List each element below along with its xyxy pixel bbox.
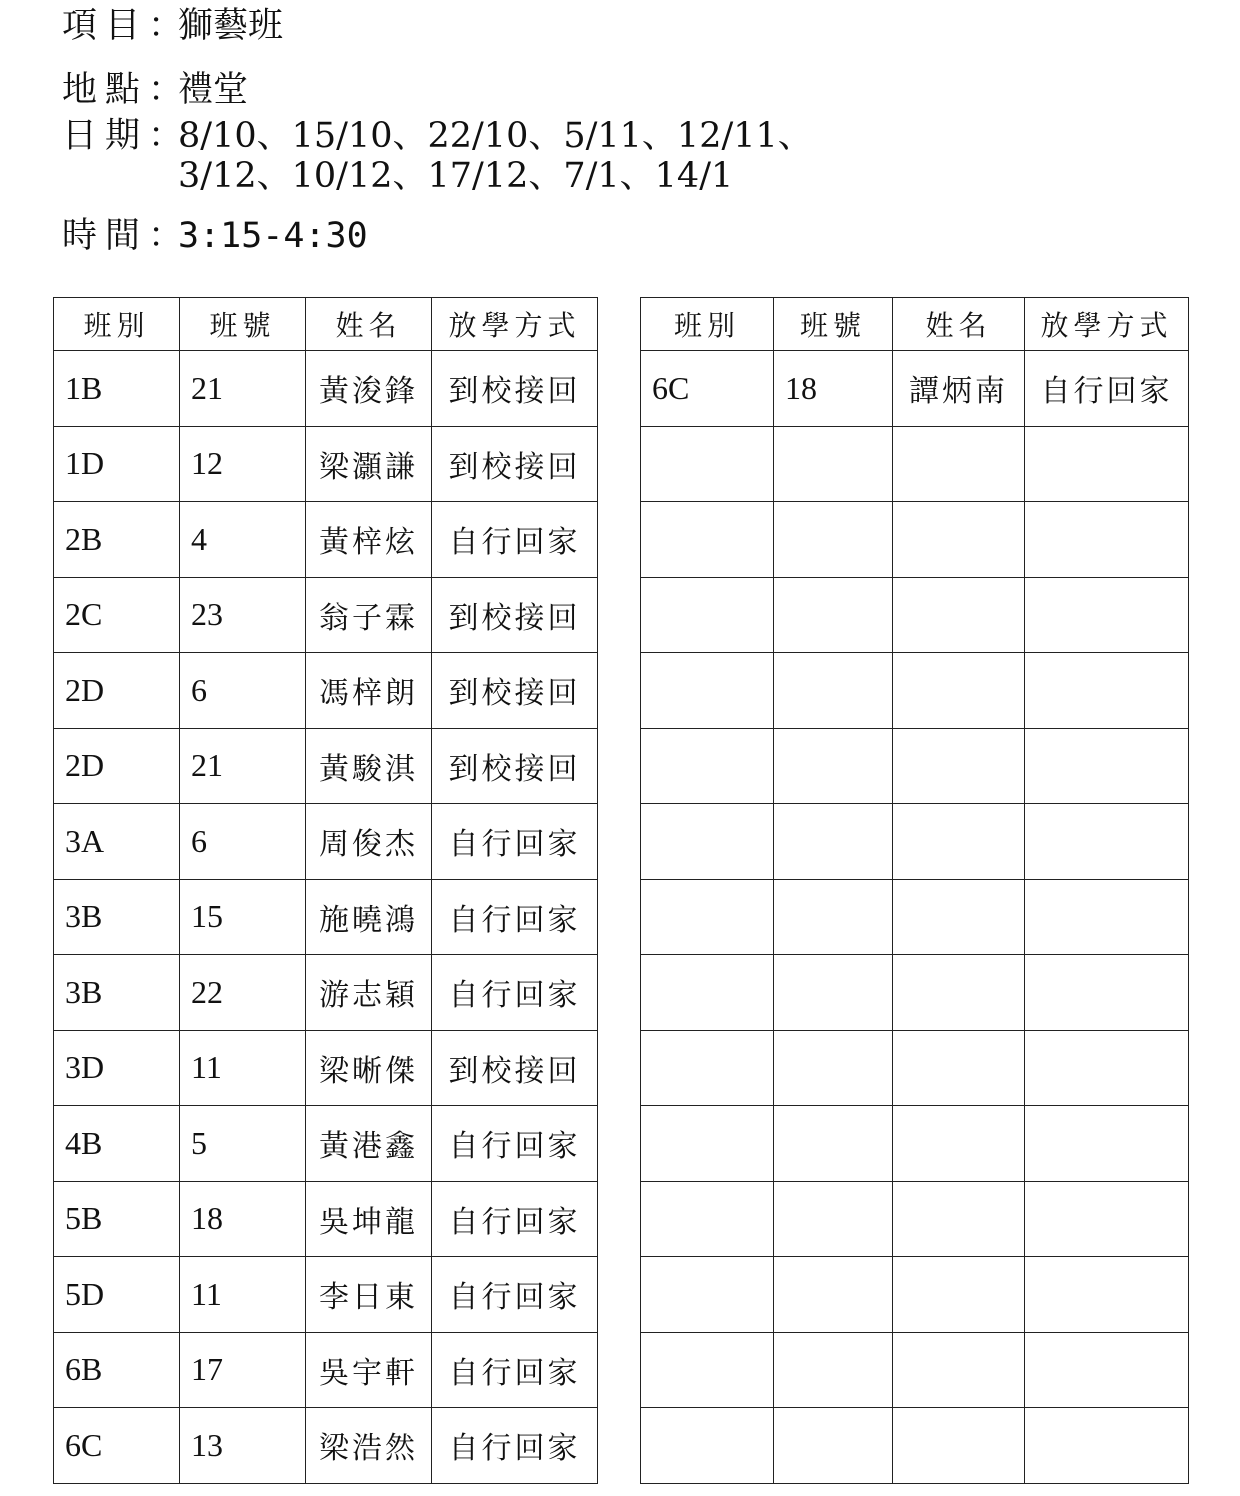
time-line xyxy=(62,216,368,256)
project-value: 獅藝班 xyxy=(178,6,284,46)
cell-class-number xyxy=(774,653,893,729)
cell-name xyxy=(893,1106,1025,1182)
table-row xyxy=(641,351,1189,427)
cell-class xyxy=(641,653,774,729)
cell-name: 黃梓炫 xyxy=(306,502,432,578)
cell-dismissal-method: 到校接回 xyxy=(432,1030,598,1106)
cell-class xyxy=(641,728,774,804)
cell-class-number: 11 xyxy=(180,1030,306,1106)
cell-class xyxy=(641,1030,774,1106)
cell-name xyxy=(893,1332,1025,1408)
cell-class-number xyxy=(774,1332,893,1408)
table-row xyxy=(54,1257,598,1333)
cell-class xyxy=(641,1181,774,1257)
cell-name xyxy=(893,804,1025,880)
cell-class-number xyxy=(774,1257,893,1333)
cell-class-number xyxy=(774,728,893,804)
table-row xyxy=(54,502,598,578)
table-row xyxy=(641,955,1189,1031)
cell-dismissal-method: 自行回家 xyxy=(432,1257,598,1333)
cell-class-number: 17 xyxy=(180,1332,306,1408)
cell-class: 6C xyxy=(54,1408,180,1484)
cell-class-number xyxy=(774,1106,893,1182)
cell-dismissal-method: 到校接回 xyxy=(432,728,598,804)
cell-name: 黃港鑫 xyxy=(306,1106,432,1182)
cell-name: 梁晰傑 xyxy=(306,1030,432,1106)
header-dismissal-method: 放學方式 xyxy=(432,298,598,351)
table-header-row xyxy=(54,298,598,351)
cell-class: 4B xyxy=(54,1106,180,1182)
cell-dismissal-method xyxy=(1025,577,1189,653)
cell-class xyxy=(641,577,774,653)
cell-dismissal-method xyxy=(1025,426,1189,502)
cell-dismissal-method xyxy=(1025,1106,1189,1182)
cell-class-number: 5 xyxy=(180,1106,306,1182)
table-row xyxy=(641,653,1189,729)
dates-line-2: 3/12、10/12、17/12、7/1、14/1 xyxy=(178,156,734,196)
cell-class-number xyxy=(774,1030,893,1106)
table-row xyxy=(641,577,1189,653)
cell-class xyxy=(641,879,774,955)
table-row xyxy=(54,728,598,804)
student-table-left xyxy=(53,297,598,1484)
table-row xyxy=(54,426,598,502)
student-table-right xyxy=(640,297,1189,1484)
header-name: 姓名 xyxy=(306,298,432,351)
cell-name xyxy=(893,955,1025,1031)
cell-class-number: 18 xyxy=(774,351,893,427)
cell-class xyxy=(641,1106,774,1182)
cell-name xyxy=(893,879,1025,955)
cell-class xyxy=(641,1408,774,1484)
table-row xyxy=(54,804,598,880)
dates-line-1: 8/10、15/10、22/10、5/11、12/11、 xyxy=(178,116,813,156)
cell-class: 1D xyxy=(54,426,180,502)
header-class-number: 班號 xyxy=(774,298,893,351)
cell-class xyxy=(641,426,774,502)
table-row xyxy=(54,351,598,427)
cell-class xyxy=(641,804,774,880)
cell-dismissal-method xyxy=(1025,653,1189,729)
table-row xyxy=(641,1332,1189,1408)
cell-class: 3B xyxy=(54,879,180,955)
cell-dismissal-method: 自行回家 xyxy=(1025,351,1189,427)
cell-class-number: 13 xyxy=(180,1408,306,1484)
cell-class-number xyxy=(774,1408,893,1484)
cell-dismissal-method: 自行回家 xyxy=(432,1332,598,1408)
cell-dismissal-method: 自行回家 xyxy=(432,1181,598,1257)
cell-name xyxy=(893,728,1025,804)
cell-dismissal-method: 自行回家 xyxy=(432,879,598,955)
cell-class-number: 18 xyxy=(180,1181,306,1257)
cell-dismissal-method: 到校接回 xyxy=(432,653,598,729)
cell-class-number: 4 xyxy=(180,502,306,578)
cell-name xyxy=(893,1257,1025,1333)
time-label: 時間 xyxy=(62,216,149,256)
dates-line xyxy=(62,116,813,196)
cell-name: 吳坤龍 xyxy=(306,1181,432,1257)
cell-name xyxy=(893,653,1025,729)
cell-dismissal-method: 自行回家 xyxy=(432,502,598,578)
cell-name xyxy=(893,1030,1025,1106)
cell-class: 3D xyxy=(54,1030,180,1106)
cell-class: 2B xyxy=(54,502,180,578)
table-row xyxy=(641,728,1189,804)
cell-name xyxy=(893,502,1025,578)
cell-dismissal-method: 到校接回 xyxy=(432,577,598,653)
location-label: 地點 xyxy=(62,70,149,110)
cell-class-number xyxy=(774,804,893,880)
table-row xyxy=(54,955,598,1031)
cell-class: 1B xyxy=(54,351,180,427)
cell-name: 施曉鴻 xyxy=(306,879,432,955)
table-row xyxy=(641,1106,1189,1182)
cell-name xyxy=(893,426,1025,502)
cell-dismissal-method xyxy=(1025,1408,1189,1484)
cell-name: 周俊杰 xyxy=(306,804,432,880)
table-row xyxy=(641,879,1189,955)
table-row xyxy=(54,1408,598,1484)
cell-dismissal-method xyxy=(1025,804,1189,880)
cell-dismissal-method xyxy=(1025,1332,1189,1408)
location-value: 禮堂 xyxy=(178,70,249,110)
cell-dismissal-method xyxy=(1025,879,1189,955)
table-row xyxy=(54,1030,598,1106)
cell-dismissal-method: 到校接回 xyxy=(432,351,598,427)
cell-dismissal-method xyxy=(1025,955,1189,1031)
cell-name: 黃浚鋒 xyxy=(306,351,432,427)
location-line xyxy=(62,70,248,110)
cell-name: 梁浩然 xyxy=(306,1408,432,1484)
colon: ： xyxy=(148,216,184,256)
cell-class-number: 22 xyxy=(180,955,306,1031)
colon: ： xyxy=(148,116,184,156)
dates-value xyxy=(178,116,813,196)
table-row xyxy=(54,577,598,653)
cell-class: 3A xyxy=(54,804,180,880)
cell-name: 黃駿淇 xyxy=(306,728,432,804)
table-header-row xyxy=(641,298,1189,351)
cell-class: 6C xyxy=(641,351,774,427)
cell-class: 2C xyxy=(54,577,180,653)
cell-name: 梁灝謙 xyxy=(306,426,432,502)
cell-class-number xyxy=(774,502,893,578)
dates-label: 日期 xyxy=(62,116,149,156)
cell-class: 3B xyxy=(54,955,180,1031)
cell-name: 馮梓朗 xyxy=(306,653,432,729)
table-row xyxy=(641,426,1189,502)
cell-name: 譚炳南 xyxy=(893,351,1025,427)
table-row xyxy=(54,1332,598,1408)
cell-class-number: 21 xyxy=(180,728,306,804)
cell-class xyxy=(641,1332,774,1408)
colon: ： xyxy=(148,70,184,110)
cell-name: 游志穎 xyxy=(306,955,432,1031)
cell-class: 5D xyxy=(54,1257,180,1333)
cell-class-number: 21 xyxy=(180,351,306,427)
header-class: 班別 xyxy=(641,298,774,351)
table-row xyxy=(54,1181,598,1257)
cell-class-number xyxy=(774,577,893,653)
cell-class-number xyxy=(774,879,893,955)
cell-class: 2D xyxy=(54,728,180,804)
cell-dismissal-method: 自行回家 xyxy=(432,1106,598,1182)
cell-class-number: 6 xyxy=(180,653,306,729)
cell-dismissal-method: 自行回家 xyxy=(432,1408,598,1484)
cell-class-number xyxy=(774,426,893,502)
project-line xyxy=(62,6,283,46)
cell-dismissal-method xyxy=(1025,1181,1189,1257)
cell-name: 李日東 xyxy=(306,1257,432,1333)
cell-class-number: 12 xyxy=(180,426,306,502)
cell-dismissal-method: 自行回家 xyxy=(432,955,598,1031)
colon: ： xyxy=(148,6,184,46)
cell-name xyxy=(893,577,1025,653)
cell-dismissal-method: 到校接回 xyxy=(432,426,598,502)
cell-class-number: 23 xyxy=(180,577,306,653)
cell-dismissal-method xyxy=(1025,502,1189,578)
cell-name: 翁子霖 xyxy=(306,577,432,653)
cell-name xyxy=(893,1408,1025,1484)
table-row xyxy=(54,653,598,729)
table-row xyxy=(641,804,1189,880)
cell-name xyxy=(893,1181,1025,1257)
cell-class-number xyxy=(774,1181,893,1257)
header-dismissal-method: 放學方式 xyxy=(1025,298,1189,351)
cell-class: 5B xyxy=(54,1181,180,1257)
cell-class xyxy=(641,502,774,578)
header-class: 班別 xyxy=(54,298,180,351)
cell-dismissal-method xyxy=(1025,728,1189,804)
cell-class-number xyxy=(774,955,893,1031)
cell-class-number: 6 xyxy=(180,804,306,880)
table-row xyxy=(54,879,598,955)
cell-dismissal-method xyxy=(1025,1257,1189,1333)
cell-class xyxy=(641,1257,774,1333)
table-row xyxy=(641,1408,1189,1484)
header-name: 姓名 xyxy=(893,298,1025,351)
table-row xyxy=(54,1106,598,1182)
table-row xyxy=(641,502,1189,578)
table-row xyxy=(641,1257,1189,1333)
cell-dismissal-method: 自行回家 xyxy=(432,804,598,880)
cell-dismissal-method xyxy=(1025,1030,1189,1106)
cell-class xyxy=(641,955,774,1031)
table-row xyxy=(641,1030,1189,1106)
cell-class-number: 11 xyxy=(180,1257,306,1333)
cell-class: 2D xyxy=(54,653,180,729)
cell-class: 6B xyxy=(54,1332,180,1408)
table-row xyxy=(641,1181,1189,1257)
cell-name: 吳宇軒 xyxy=(306,1332,432,1408)
header-class-number: 班號 xyxy=(180,298,306,351)
cell-class-number: 15 xyxy=(180,879,306,955)
project-label: 項目 xyxy=(62,6,149,46)
time-value: 3:15-4:30 xyxy=(178,216,368,256)
